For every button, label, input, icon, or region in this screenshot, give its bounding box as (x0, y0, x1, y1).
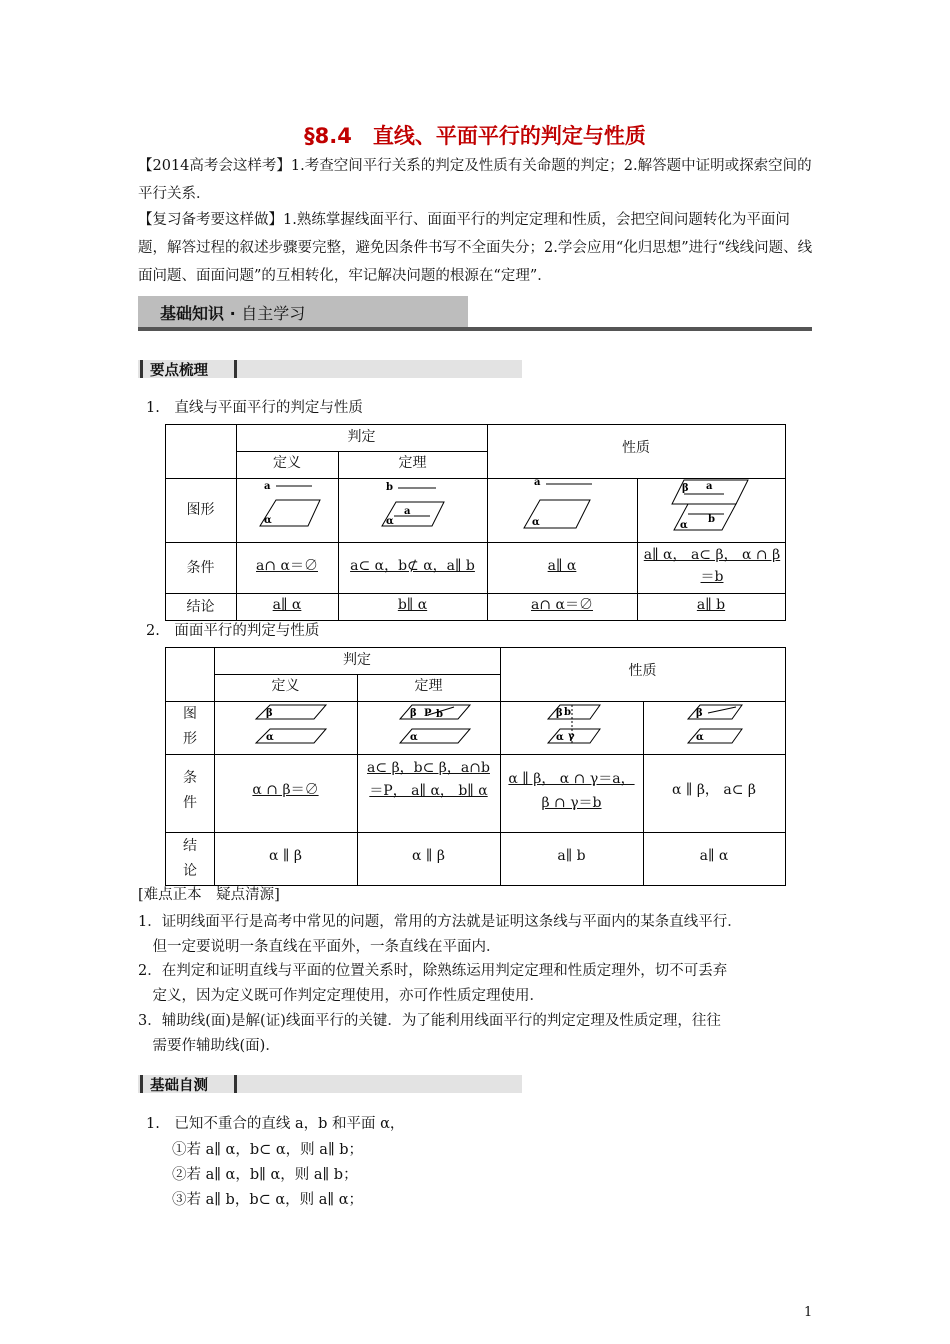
svg-text:α: α (264, 515, 272, 526)
page-number: 1 (804, 1305, 813, 1320)
question-1-stem: 1. 已知不重合的直线 a，b 和平面 α， (146, 1116, 405, 1132)
hard-point-line: 需要作辅助线(面)． (138, 1038, 280, 1054)
svg-text:α: α (386, 516, 394, 527)
hard-point-line: 3．辅助线(面)是解(证)线面平行的关键．为了能利用线面平行的判定定理及性质定理，往往 (138, 1013, 721, 1029)
hard-point-line: 定义，因为定义既可作判定定理使用，亦可作性质定理使用． (138, 988, 544, 1004)
band-main: 基础知识 (160, 304, 225, 323)
svg-text:β: β (696, 708, 703, 719)
svg-text:α: α (680, 520, 688, 531)
svg-text:α: α (696, 732, 704, 743)
subsection-self-test: 基础自测 (138, 1075, 522, 1093)
hard-point-line: 1．证明线面平行是高考中常见的问题，常用的方法就是证明这条线与平面内的某条直线平行． (138, 914, 742, 930)
subsection-key-points: 要点梳理 (138, 360, 522, 378)
svg-text:α: α (532, 517, 540, 528)
svg-text:γ: γ (568, 731, 575, 742)
section-title: §8.4 直线、平面平行的判定与性质 (304, 124, 646, 148)
intro-lead: 【2014高考会这样考】 (138, 158, 291, 174)
band-sub: 自主学习 (241, 304, 306, 323)
svg-text:β: β (556, 708, 563, 719)
hard-point-line: 2．在判定和证明直线与平面的位置关系时，除熟练运用判定定理和性质定理外，切不可丢弃 (138, 963, 728, 979)
svg-text:β: β (266, 708, 273, 719)
svg-text:α: α (556, 732, 564, 743)
question-1-option: ②若 a∥ α，b∥ α，则 a∥ b； (172, 1167, 358, 1183)
svg-text:P: P (424, 708, 432, 719)
svg-text:α: α (266, 732, 274, 743)
svg-text:b: b (564, 707, 571, 718)
table2-figures (214, 701, 786, 754)
svg-text:a: a (264, 481, 271, 492)
svg-text:b: b (436, 709, 443, 720)
document-page: §8.4 直线、平面平行的判定与性质 【2014高考会这样考】1.考查空间平行关系的判定及性质有关命题的判定；2.解答题中证明或探索空间的平行关系． 【复习备考要这样做】1.熟练掌握线面平行、面面平行的判定定理和性质，会把空间问题转化为平面问题，解答过程的叙述步骤要完整，避免因条件书写不全面失分；2.学会应用“化归思想”进行“线线问题、线面问题、面面问题”的互相转化，牢记解决问题的根源在“定理”． 基础知识 · 自主学习 要点梳理 1. 直线与平面平行的判定与性质 判定 性质 定义 定理 图形 条件 结论 a α b a α a α β a b α a∩ α＝∅ a⊂ α，b⊄ α，a∥ b a∥ α a∥ α， a⊂ β， α ∩ β＝b a∥ α b∥ α a∩ α＝∅ a∥ b 2. 面面平行的判定与性质 判定 性质 定义 定理 图形 条件 结论 β α β P b α β b α γ β α α ∩ β＝∅ a⊂ β，b⊂ β，a∩b＝P， a∥ α， b∥ α α ∥ β， α ∩ γ＝a， β ∩ γ＝b α ∥ β， a⊂ β α ∥ β α ∥ β a∥ b a∥ α [难点正本 疑点清源] 1．证明线面平行是高考中常见的问题，常用的方法就是证明这条线与平面内的某条直线平行． 但一定要说明一条直线在平面外，一条直线在平面内． 2．在判定和证明直线与平面的位置关系时，除熟练运用判定定理和性质定理外，切不可丢弃 定义，因为定义既可作判定定理使用，亦可作性质定理使用． 3．辅助线(面)是解(证)线面平行的关键．为了能利用线面平行的判定定理及性质定理，往往 需要作辅助线(面)． 基础自测 1. 已知不重合的直线 a，b 和平面 α， ①若 a∥ α，b⊂ α，则 a∥ b； ②若 a∥ α，b∥ α，则 a∥ b； ③若 a∥ b，b⊂ α，则 a∥ α； 1 (0, 0, 950, 1344)
svg-text:β: β (410, 708, 417, 719)
intro-text: 1.考查空间平行关系的判定及性质有关命题的判定；2.解答题中证明或探索空间的平行关系． (138, 158, 812, 202)
svg-text:b: b (708, 514, 715, 525)
svg-text:b: b (386, 482, 393, 493)
question-1-option: ①若 a∥ α，b⊂ α，则 a∥ b； (172, 1142, 364, 1158)
table2-caption: 2. 面面平行的判定与性质 (146, 623, 320, 639)
section-band: 基础知识 · 自主学习 (138, 296, 812, 332)
svg-text:a: a (534, 478, 541, 488)
intro-lead: 【复习备考要这样做】 (138, 212, 283, 228)
question-1-option: ③若 a∥ b，b⊂ α，则 a∥ α； (172, 1192, 364, 1208)
hard-point-line: 但一定要说明一条直线在平面外，一条直线在平面内． (138, 939, 501, 955)
svg-text:a: a (404, 506, 411, 517)
intro-text: 1.熟练掌握线面平行、面面平行的判定定理和性质，会把空间问题转化为平面问题，解答过程的叙述步骤要完整，避免因条件书写不全面失分；2.学会应用“化归思想”进行“线线问题、线面问题、面面问题”的互相转化，牢记解决问题的根源在“定理”． (138, 212, 813, 284)
svg-text:β: β (682, 483, 689, 494)
svg-text:α: α (410, 732, 418, 743)
svg-text:a: a (706, 481, 713, 492)
table1-caption: 1. 直线与平面平行的判定与性质 (146, 400, 363, 416)
hard-points-head: [难点正本 疑点清源] (138, 887, 280, 903)
